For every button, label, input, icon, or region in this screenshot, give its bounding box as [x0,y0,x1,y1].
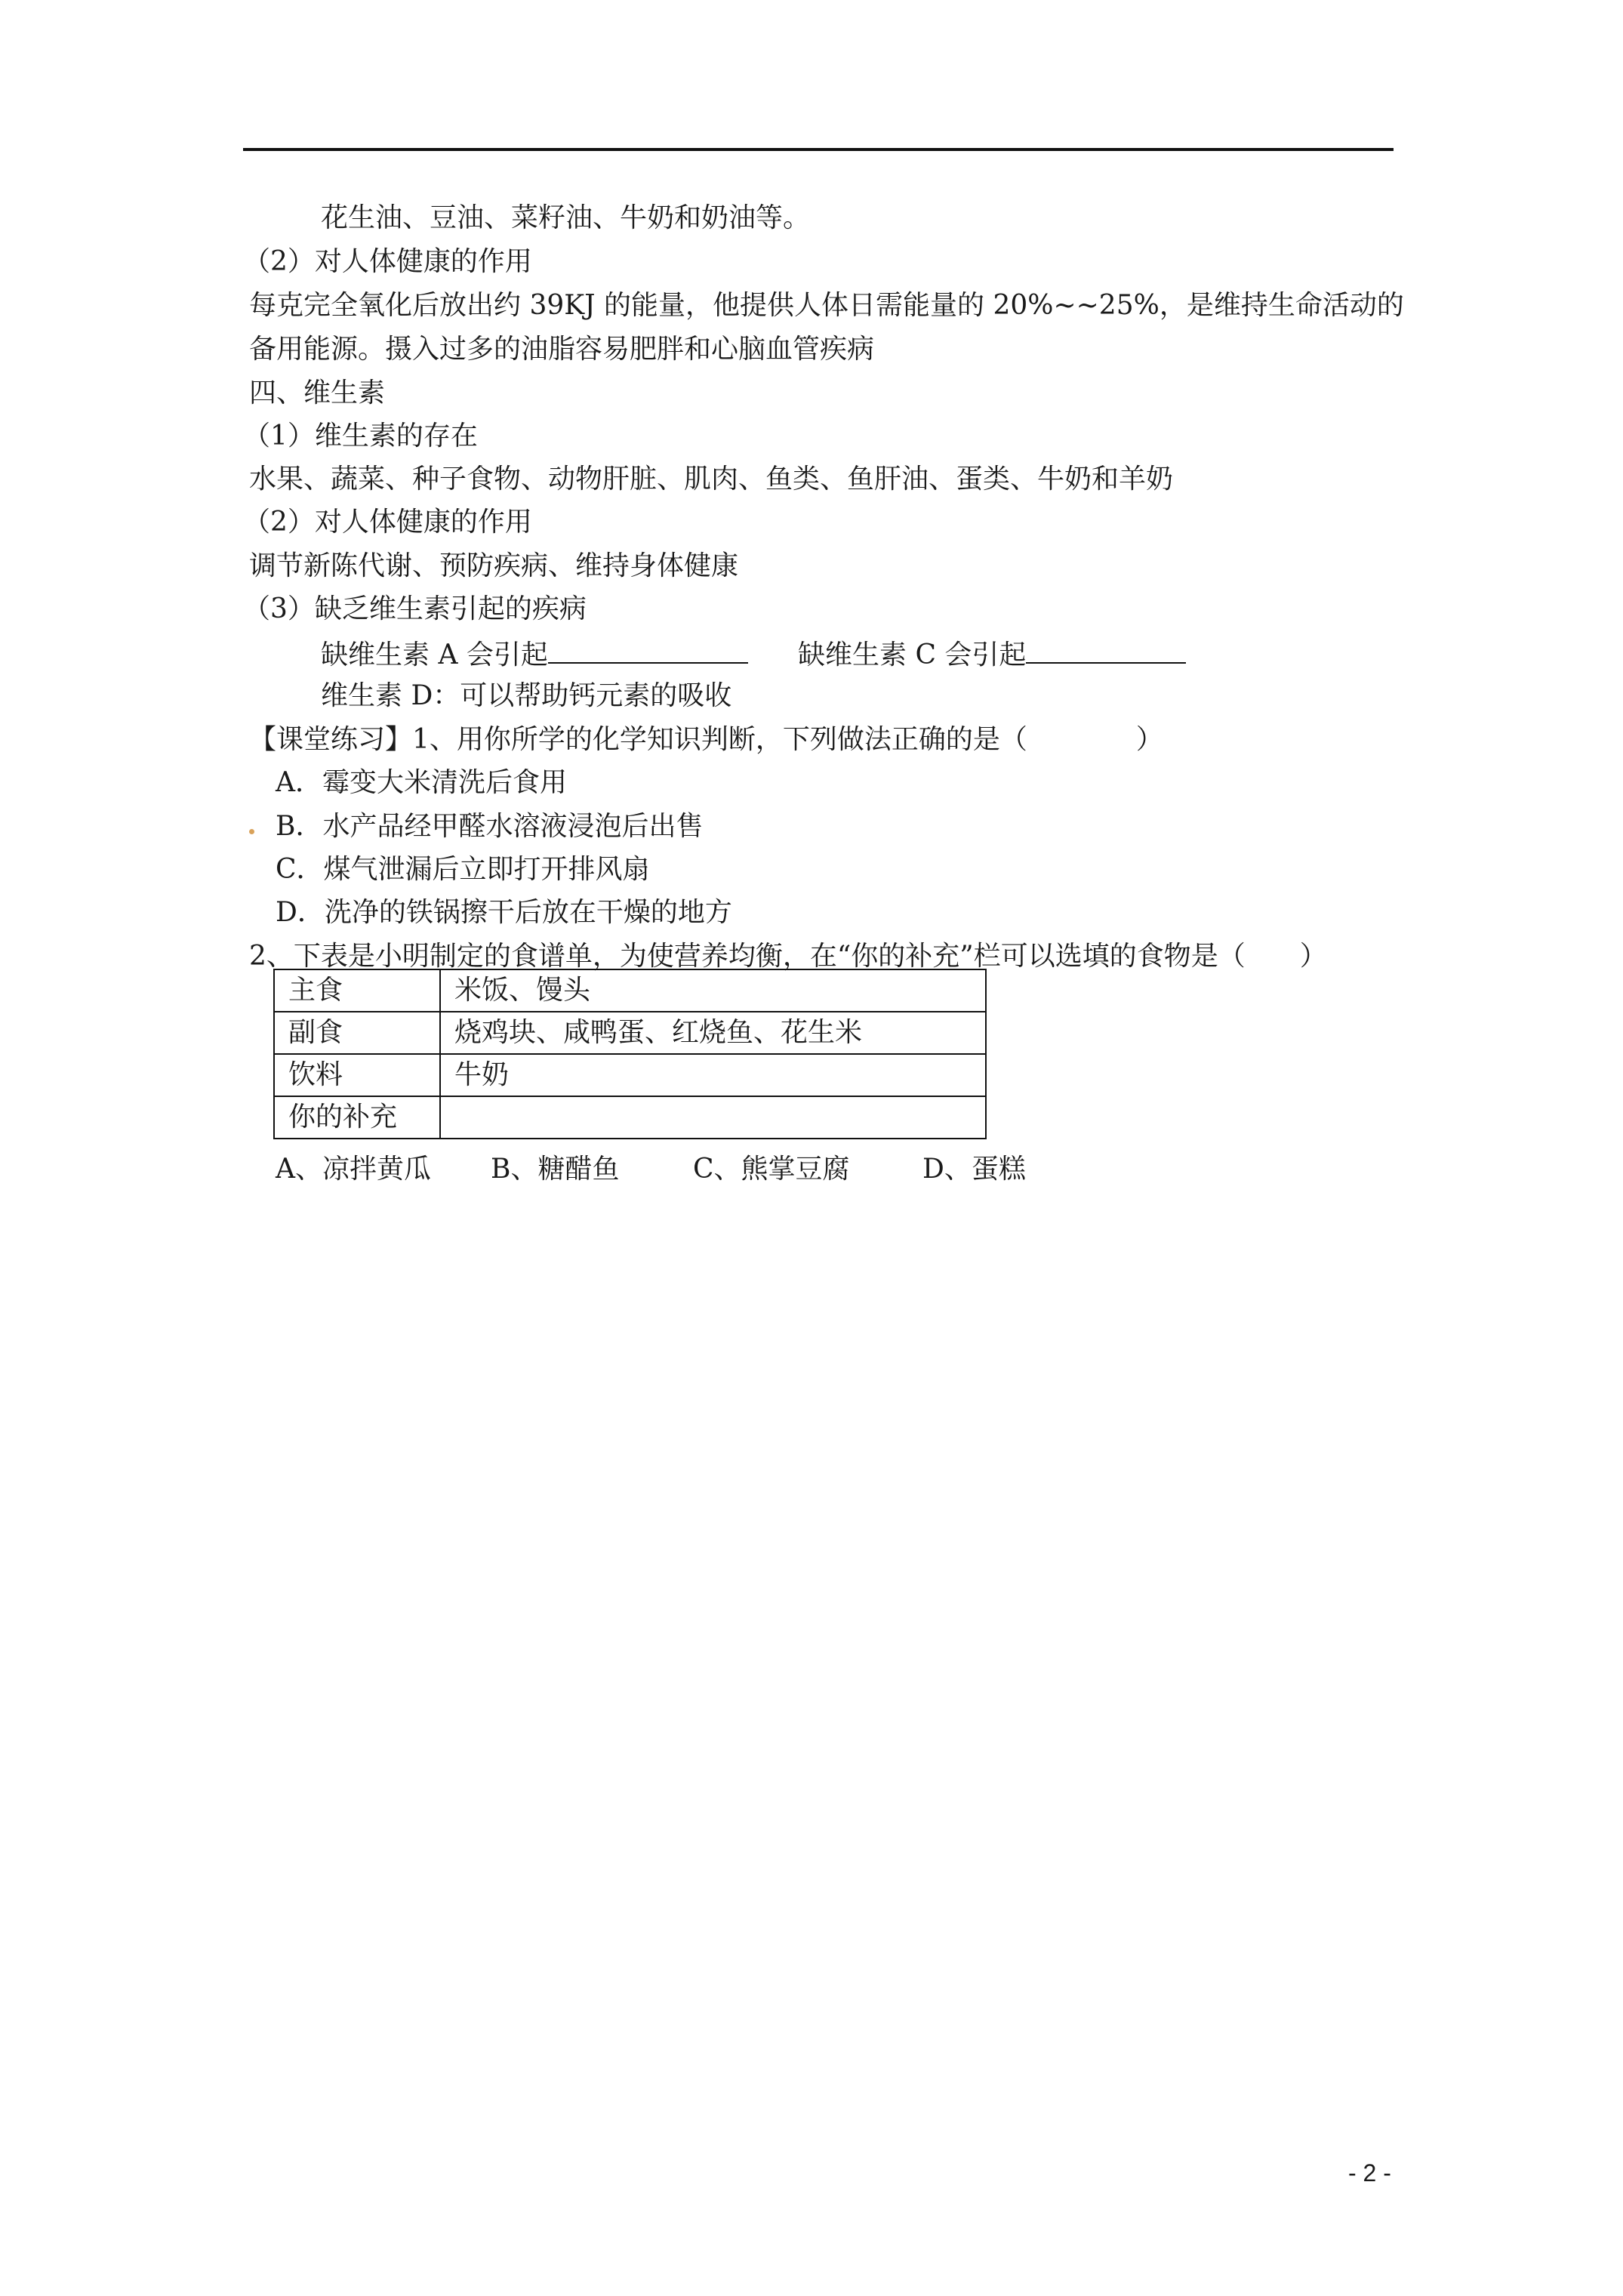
text-line-sources: 水果、蔬菜、种子食物、动物肝脏、肌肉、鱼类、鱼肝油、蛋类、牛奶和羊奶 [249,464,1174,495]
sub-heading-deficiency: （3）缺乏维生素引起的疾病 [243,593,587,624]
sub-heading-vitamin-health: （2）对人体健康的作用 [243,507,532,538]
sub-heading-vitamin-sources: （1）维生素的存在 [243,421,478,451]
row-label-your-supplement: 你的补充 [274,1096,440,1139]
question-1-stem: 【课堂练习】1、用你所学的化学知识判断，下列做法正确的是（ ） [249,724,1163,755]
fill-line-vitamin-a [321,636,748,672]
text-line-reserve: 备用能源。摄入过多的油脂容易肥胖和心脑血管疾病 [249,334,875,365]
header-rule [243,148,1394,151]
text-line-energy: 每克完全氧化后放出约 39KJ 的能量，他提供人体日需能量的 20%~~25%，是维持生命活动的 [249,290,1404,321]
row-value-main-food: 米饭、馒头 [440,969,986,1012]
question-2-stem: 2、下表是小明制定的食谱单，为使营养均衡，在“你的补充”栏可以选填的食物是（ ） [249,941,1327,972]
row-value-your-supplement[interactable] [440,1096,986,1139]
page-number: - 2 - [1348,2159,1391,2187]
table-row [274,1012,986,1054]
question-2-option-b: B、糖醋鱼 [491,1154,620,1185]
vitamin-c-prompt: 缺维生素 C 会引起 [798,639,1027,670]
question-1-option-d: D．洗净的铁锅擦干后放在干燥的地方 [276,897,732,928]
question-1-option-a: A．霉变大米清洗后食用 [276,767,567,798]
question-1-option-b: B．水产品经甲醛水溶液浸泡后出售 [276,811,704,842]
section-heading-vitamins: 四、维生素 [249,378,386,408]
question-2-option-a: A、凉拌黄瓜 [276,1154,431,1185]
question-2-option-d: D、蛋糕 [922,1154,1026,1185]
question-2-option-c: C、熊掌豆腐 [693,1154,850,1185]
row-label-main-food: 主食 [274,969,440,1012]
fill-line-vitamin-c [798,636,1186,672]
text-line-vitamin-d: 维生素 D：可以帮助钙元素的吸收 [321,680,732,711]
row-value-drinks: 牛奶 [440,1054,986,1096]
table-row [274,969,986,1012]
row-label-drinks: 饮料 [274,1054,440,1096]
question-1-option-c: C．煤气泄漏后立即打开排风扇 [276,854,650,885]
table-row [274,1096,986,1139]
row-label-side-dishes: 副食 [274,1012,440,1054]
answer-blank-vitamin-a[interactable] [548,636,748,664]
answer-blank-vitamin-c[interactable] [1026,636,1186,664]
table-row [274,1054,986,1096]
text-line-metabolism: 调节新陈代谢、预防疾病、维持身体健康 [249,550,739,581]
vitamin-a-prompt: 缺维生素 A 会引起 [321,639,548,670]
menu-table [273,969,987,1139]
section-heading-fat-health: （2）对人体健康的作用 [243,246,532,277]
text-line-oils: 花生油、豆油、菜籽油、牛奶和奶油等。 [321,202,811,233]
stray-mark [249,829,254,834]
row-value-side-dishes: 烧鸡块、咸鸭蛋、红烧鱼、花生米 [440,1012,986,1054]
